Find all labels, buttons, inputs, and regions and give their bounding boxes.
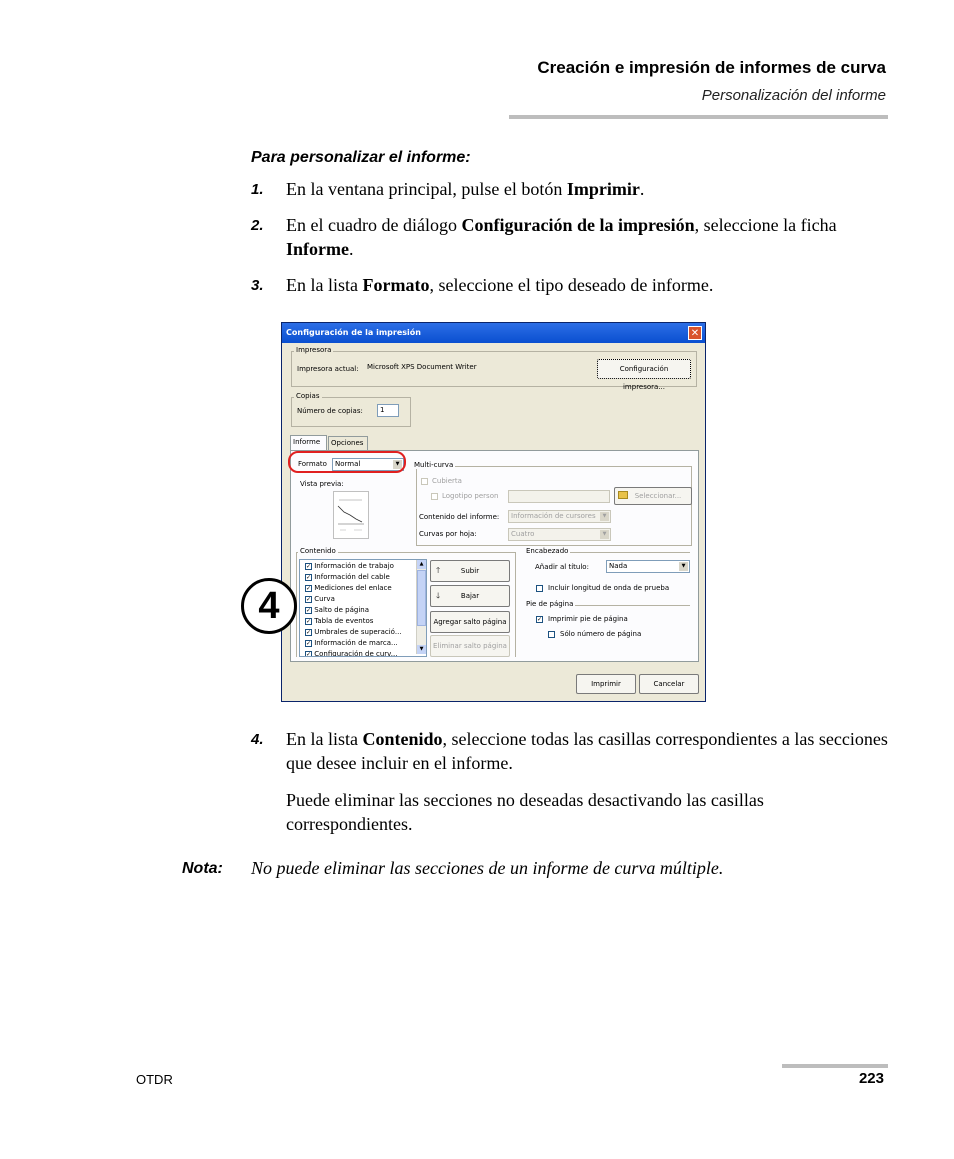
printer-setup-button[interactable]: Configuración impresora... xyxy=(597,359,691,379)
list-item-label: Configuración de curv... xyxy=(314,650,398,657)
step-3-number: 3. xyxy=(251,277,264,294)
logo-label: Logotipo person xyxy=(442,492,499,500)
copies-group-label: Copias xyxy=(296,392,320,400)
content-list[interactable] xyxy=(299,559,427,657)
include-wavelength-checkbox[interactable] xyxy=(536,585,543,592)
cover-label: Cubierta xyxy=(432,477,462,485)
checkbox-checked[interactable]: ✓ xyxy=(306,639,312,647)
procedure-title: Para personalizar el informe: xyxy=(251,149,471,166)
preview-curve-icon xyxy=(334,492,368,538)
step-2-text: En el cuadro de diálogo Configuración de la impresión, seleccione la ficha Informe. xyxy=(286,215,837,259)
curves-per-sheet-value: Cuatro xyxy=(511,530,535,538)
curves-per-sheet-select[interactable] xyxy=(508,528,611,541)
step-1-text: En la ventana principal, pulse el botón Imprimir. xyxy=(286,179,645,199)
checkbox-checked[interactable]: ✓ xyxy=(306,650,312,657)
checkbox-checked[interactable]: ✓ xyxy=(306,617,312,625)
tab-opciones[interactable] xyxy=(328,436,368,450)
step-1-number: 1. xyxy=(251,181,264,198)
chevron-down-icon: ▼ xyxy=(679,562,688,571)
add-title-value: Nada xyxy=(609,562,628,570)
list-scrollbar[interactable] xyxy=(416,560,426,654)
multicurve-group-label: Multi-curva xyxy=(414,461,454,469)
preview-thumbnail xyxy=(333,491,369,539)
arrow-up-icon: 🡑 xyxy=(436,566,441,575)
step-4-text: En la lista Contenido, seleccione todas las casillas correspondientes a las secciones que desee incluir en el informe. xyxy=(286,729,888,773)
report-content-value: Información de cursores xyxy=(511,512,596,520)
tab-informe-label: Informe xyxy=(293,438,321,446)
callout-number-badge: 4 xyxy=(241,578,297,634)
footer-group xyxy=(526,605,690,646)
print-footer-label: Imprimir pie de página xyxy=(548,615,628,623)
list-item-label: Información de trabajo xyxy=(314,562,394,570)
close-icon[interactable]: ✕ xyxy=(688,326,702,340)
note-label: Nota: xyxy=(182,860,223,877)
checkbox-checked[interactable]: ✓ xyxy=(306,562,312,570)
select-logo-button[interactable] xyxy=(614,487,692,505)
preview-label: Vista previa: xyxy=(300,480,344,488)
running-header-subtitle: Personalización del informe xyxy=(701,87,886,104)
page-number-only-label: Sólo número de página xyxy=(560,630,642,638)
list-item[interactable] xyxy=(305,573,390,584)
page-number: 223 xyxy=(858,1070,884,1087)
list-item[interactable] xyxy=(305,562,394,573)
report-content-label: Contenido del informe: xyxy=(419,513,500,521)
list-item[interactable] xyxy=(305,617,373,628)
list-item-label: Tabla de eventos xyxy=(314,617,374,625)
content-group-label: Contenido xyxy=(300,547,336,555)
cover-checkbox[interactable] xyxy=(421,478,428,485)
chevron-down-icon: ▼ xyxy=(393,460,402,469)
copies-input[interactable]: 1 xyxy=(377,404,399,417)
list-item-label: Curva xyxy=(314,595,335,603)
step-3-text: En la lista Formato, seleccione el tipo deseado de informe. xyxy=(286,275,714,295)
tab-opciones-label: Opciones xyxy=(331,439,364,447)
checkbox-checked[interactable]: ✓ xyxy=(306,584,312,592)
checkbox-checked[interactable]: ✓ xyxy=(306,595,312,603)
copies-label: Número de copias: xyxy=(297,407,363,415)
list-item-label: Información de marca... xyxy=(314,639,398,647)
folder-icon xyxy=(618,491,628,499)
print-setup-dialog xyxy=(281,322,706,702)
move-down-label: Bajar xyxy=(460,592,480,600)
list-item-label: Salto de página xyxy=(314,606,369,614)
format-label: Formato xyxy=(298,460,327,468)
list-item[interactable] xyxy=(305,650,397,657)
step-2-number: 2. xyxy=(251,217,264,234)
curves-per-sheet-label: Curvas por hoja: xyxy=(419,530,477,538)
list-item-label: Información del cable xyxy=(314,573,390,581)
scroll-down-icon[interactable]: ▼ xyxy=(417,645,426,654)
step-4-number: 4. xyxy=(251,731,264,748)
chevron-down-icon: ▼ xyxy=(600,530,609,539)
note-text: No puede eliminar las secciones de un informe de curva múltiple. xyxy=(251,858,724,878)
report-content-select[interactable] xyxy=(508,510,611,523)
list-item[interactable] xyxy=(305,584,392,595)
chevron-down-icon: ▼ xyxy=(600,512,609,521)
footer-product: OTDR xyxy=(136,1072,173,1087)
list-item-label: Umbrales de superació... xyxy=(314,628,402,636)
running-header-title: Creación e impresión de informes de curva xyxy=(537,58,886,77)
printer-group-label: Impresora xyxy=(296,346,332,354)
move-up-button[interactable] xyxy=(430,560,510,582)
cancel-button[interactable]: Cancelar xyxy=(639,674,699,694)
include-wavelength-label: Incluir longitud de onda de prueba xyxy=(548,584,670,592)
header-group-label: Encabezado xyxy=(526,547,569,555)
dialog-title-bar xyxy=(282,323,705,343)
current-printer-label: Impresora actual: xyxy=(297,365,359,373)
logo-path-input[interactable] xyxy=(508,490,610,503)
tab-informe[interactable] xyxy=(290,435,327,451)
add-title-select[interactable] xyxy=(606,560,690,573)
checkbox-checked[interactable]: ✓ xyxy=(306,573,312,581)
move-down-button[interactable] xyxy=(430,585,510,607)
logo-checkbox[interactable] xyxy=(431,493,438,500)
move-up-label: Subir xyxy=(460,567,480,575)
list-item[interactable] xyxy=(305,628,402,639)
current-printer-value: Microsoft XPS Document Writer xyxy=(367,363,477,371)
format-highlight-ring xyxy=(288,451,406,473)
dialog-title: Configuración de la impresión xyxy=(286,328,421,337)
select-logo-label: Seleccionar... xyxy=(634,492,682,500)
remove-page-break-button[interactable]: Eliminar salto página xyxy=(430,635,510,657)
footer-group-label: Pie de página xyxy=(526,600,574,608)
add-page-break-button[interactable]: Agregar salto página xyxy=(430,611,510,633)
footer-rule xyxy=(782,1064,888,1068)
page-number-only-checkbox[interactable] xyxy=(548,631,555,638)
scroll-up-icon[interactable]: ▲ xyxy=(417,560,426,569)
step-4-extra: Puede eliminar las secciones no deseadas desactivando las casillas correspondientes. xyxy=(286,790,764,834)
print-button[interactable]: Imprimir xyxy=(576,674,636,694)
list-item[interactable] xyxy=(305,595,335,606)
checkbox-checked[interactable]: ✓ xyxy=(306,606,312,614)
print-footer-checkbox[interactable]: ✓ xyxy=(537,616,543,623)
list-item[interactable] xyxy=(305,639,398,650)
checkbox-checked[interactable]: ✓ xyxy=(306,628,312,636)
list-item[interactable] xyxy=(305,606,369,617)
list-item-label: Mediciones del enlace xyxy=(314,584,392,592)
format-value: Normal xyxy=(335,460,361,468)
scroll-thumb[interactable] xyxy=(417,570,426,626)
add-title-label: Añadir al título: xyxy=(535,563,589,571)
header-rule xyxy=(509,115,888,119)
arrow-down-icon: 🡓 xyxy=(436,591,441,600)
